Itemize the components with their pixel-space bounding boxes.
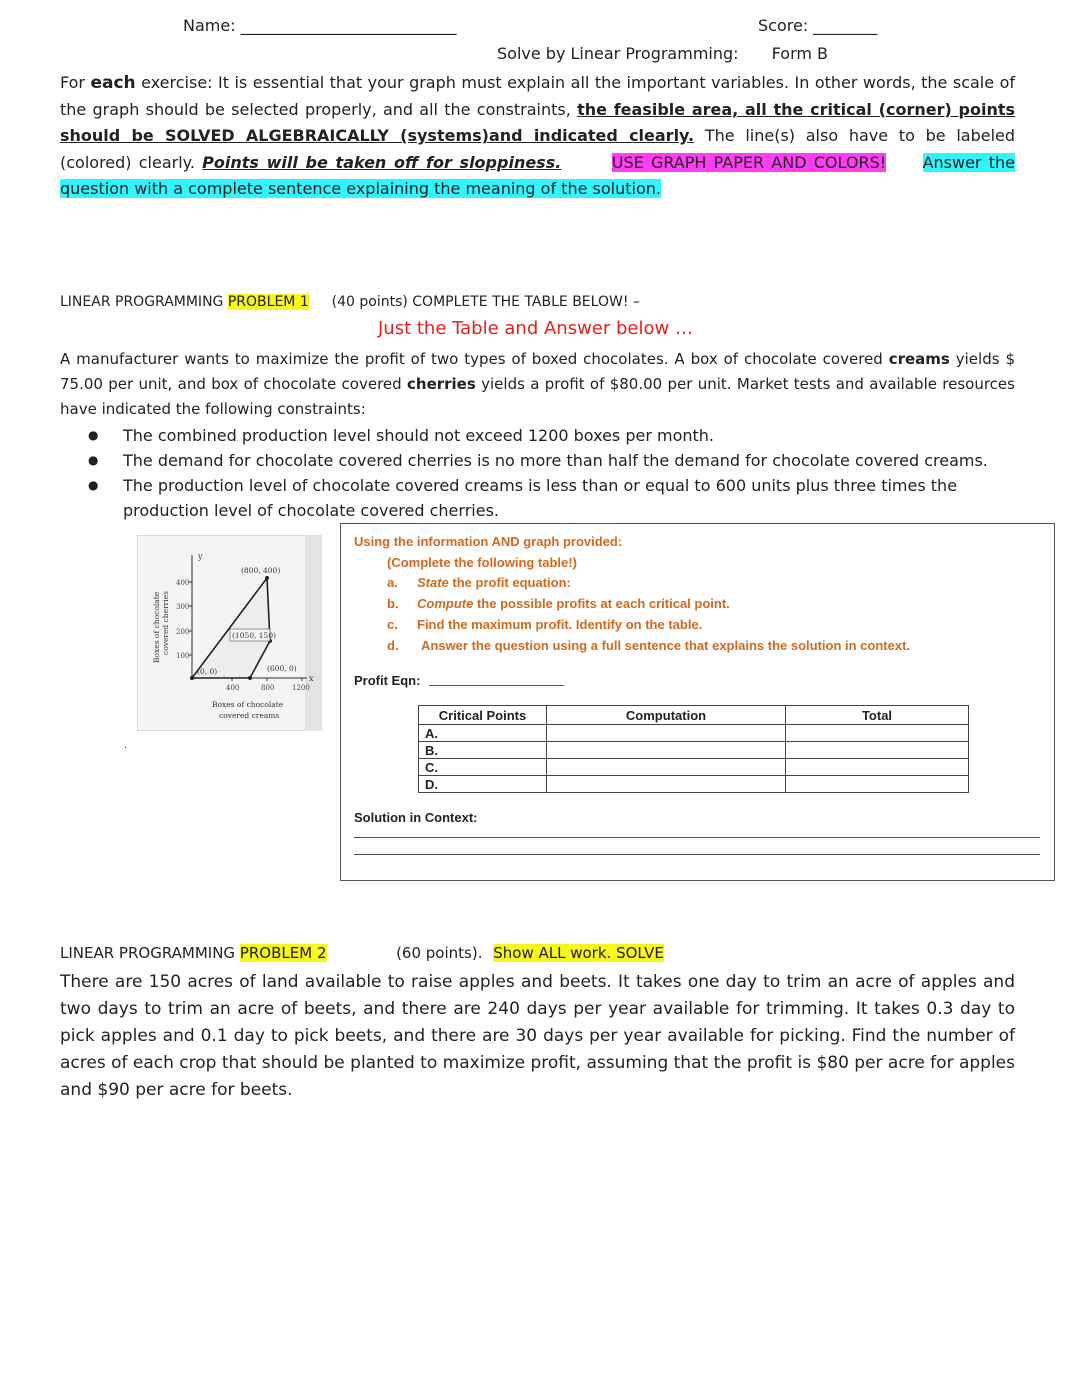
graph-svg (137, 535, 322, 731)
computation-cell[interactable] (547, 742, 786, 759)
solution-label: Solution in Context: (354, 810, 478, 825)
y-axis-title: Boxes of chocolate (152, 591, 161, 663)
score-field[interactable]: Score: ________ (758, 16, 878, 35)
total-cell[interactable] (786, 776, 969, 793)
item-letter: b. (387, 596, 399, 611)
instructions-warning: Points will be taken off for sloppiness. (202, 152, 562, 172)
problem1-intro (60, 347, 1015, 422)
instructions-emphasis: each (90, 73, 136, 93)
intro-text: yields $ 75.00 per unit, and box of chocolate covered (60, 350, 1015, 393)
problem1-points: (40 points) COMPLETE THE TABLE BELOW! – (331, 294, 640, 310)
table-row (419, 776, 969, 793)
constraint-item: ● The combined production level should not exceed 1200 boxes per month. (88, 423, 1008, 448)
problem1-title (60, 294, 640, 310)
intro-text: A manufacturer wants to maximize the profit of two types of boxed chocolates. A box of chocolate covered (60, 350, 883, 368)
x-tick-label: 800 (261, 684, 275, 692)
worksheet-title (497, 44, 828, 63)
point-label: (0, 0) (197, 667, 218, 676)
profit-eqn-input[interactable] (429, 685, 564, 686)
solution-line[interactable] (354, 837, 1040, 838)
problem2-title (60, 944, 664, 962)
critical-points-table (418, 705, 969, 793)
x-axis-title: covered creams (219, 711, 280, 720)
problem2-points: (60 points). (396, 944, 483, 962)
instructions (60, 70, 1015, 203)
table-row (419, 725, 969, 742)
instructions-text: For (60, 73, 85, 92)
x-axis-title: Boxes of chocolate (212, 700, 284, 709)
problem2-label: PROBLEM 2 (239, 944, 327, 962)
point-label: (1050, 150) (232, 631, 277, 640)
graph-paper-note: USE GRAPH PAPER AND COLORS! (611, 152, 887, 172)
table-header-row (419, 706, 969, 725)
instructions-text: exercise: It is essential that your graph must explain all the important variables. In other words, the scale of the graph should be selected properly, and all the constraints, (60, 73, 1015, 119)
vertex-point (248, 676, 252, 680)
computation-cell[interactable] (547, 725, 786, 742)
worksheet-panel (340, 523, 1055, 881)
problem2-instruction: Show ALL work. SOLVE (493, 944, 664, 962)
table-header: Computation (547, 706, 786, 725)
problem2-body: There are 150 acres of land available to raise apples and beets. It takes one day to trim an acre of apples and two days to trim an acre of beets, and there are 240 days per year available for trimming. It takes 0.3 day to pick apples and 0.1 day to pick beets, and there are 30 days per year available for picking. Find the number of acres of each crop that should be planted to maximize profit, assuming that the profit is $80 per acre for apples and $90 per acre for beets. (60, 972, 1015, 1100)
item-text: Answer the question using a full sentence that explains the solution in context. (421, 638, 911, 653)
x-axis-letter: x (309, 674, 314, 683)
problem1-title-text: LINEAR PROGRAMMING (60, 294, 224, 310)
table-cell: B. (419, 742, 547, 759)
point-label: (800, 400) (241, 566, 281, 575)
computation-cell[interactable] (547, 759, 786, 776)
panel-subheading: (Complete the following table!) (387, 555, 577, 570)
instruction-item-d (387, 638, 910, 653)
table-cell: D. (419, 776, 547, 793)
total-cell[interactable] (786, 725, 969, 742)
table-header: Critical Points (419, 706, 547, 725)
answer-note: Answer the question with a complete sentence explaining the meaning of the solution. (60, 152, 1015, 198)
computation-cell[interactable] (547, 776, 786, 793)
solution-line[interactable] (354, 854, 1040, 855)
panel-heading: Using the information AND graph provided: (354, 534, 623, 549)
vertex-point (190, 676, 194, 680)
table-cell: A. (419, 725, 547, 742)
vertex-point (265, 576, 269, 580)
table-row (419, 759, 969, 776)
item-text: the possible profits at each critical point. (473, 596, 730, 611)
item-text: Find the maximum profit. Identify on the table. (417, 617, 703, 632)
feasible-region-graph (137, 535, 322, 731)
form-label: Form B (771, 44, 829, 63)
point-label: (600, 0) (267, 664, 297, 673)
y-axis-title: covered cherries (161, 591, 170, 655)
x-tick-label: 400 (226, 684, 240, 692)
instruction-item-c (387, 617, 702, 632)
total-cell[interactable] (786, 742, 969, 759)
stray-dot: . (124, 740, 128, 751)
constraint-text: The production level of chocolate covered creams is less than or equal to 600 units plus three times the production level of chocolate covered cherries. (123, 476, 958, 520)
instruction-item-a (387, 575, 571, 590)
item-emphasis: State (417, 575, 449, 590)
y-tick-label: 100 (176, 652, 190, 660)
y-tick-label: 400 (176, 579, 190, 587)
profit-eqn-label: Profit Eqn: (354, 673, 421, 688)
intro-cherries: cherries (407, 375, 476, 393)
intro-creams: creams (888, 350, 950, 368)
total-cell[interactable] (786, 759, 969, 776)
y-tick-label: 300 (176, 603, 190, 611)
problem1-subtitle: Just the Table and Answer below … (378, 318, 693, 339)
y-tick-label: 200 (176, 628, 190, 636)
x-tick-label: 1200 (292, 684, 310, 692)
item-emphasis: Compute (417, 596, 474, 611)
constraints-list (88, 423, 1008, 523)
item-text: the profit equation: (448, 575, 571, 590)
item-letter: d. (387, 638, 399, 653)
problem2-title-text: LINEAR PROGRAMMING (60, 944, 236, 962)
title-text: Solve by Linear Programming: (497, 44, 739, 63)
constraint-text: The combined production level should not exceed 1200 boxes per month. (123, 426, 715, 445)
instructions-text: The line(s) also have to be labeled (colored) clearly. (60, 126, 1016, 172)
intro-text: yields a profit of $80.00 per unit. Market tests and available resources have indicated the following constraints: (60, 375, 1015, 418)
instruction-item-b (387, 596, 730, 611)
name-field[interactable]: Name: ___________________________ (183, 16, 457, 35)
constraint-item: ● The demand for chocolate covered cherries is no more than half the demand for chocolate covered creams. (88, 448, 1008, 473)
constraint-text: The demand for chocolate covered cherries is no more than half the demand for chocolate covered creams. (123, 451, 988, 470)
instructions-underlined: the feasible area, all the critical (corner) points should be SOLVED ALGEBRAICALLY (systems)and indicated clearly. (60, 99, 1016, 145)
y-axis-letter: y (198, 552, 203, 561)
item-letter: a. (387, 575, 398, 590)
table-cell: C. (419, 759, 547, 776)
constraint-item: ● The production level of chocolate covered creams is less than or equal to 600 units plus three times the production level of chocolate covered cherries. (88, 473, 1008, 523)
table-header: Total (786, 706, 969, 725)
table-row (419, 742, 969, 759)
item-letter: c. (387, 617, 398, 632)
problem1-label: PROBLEM 1 (227, 294, 309, 310)
